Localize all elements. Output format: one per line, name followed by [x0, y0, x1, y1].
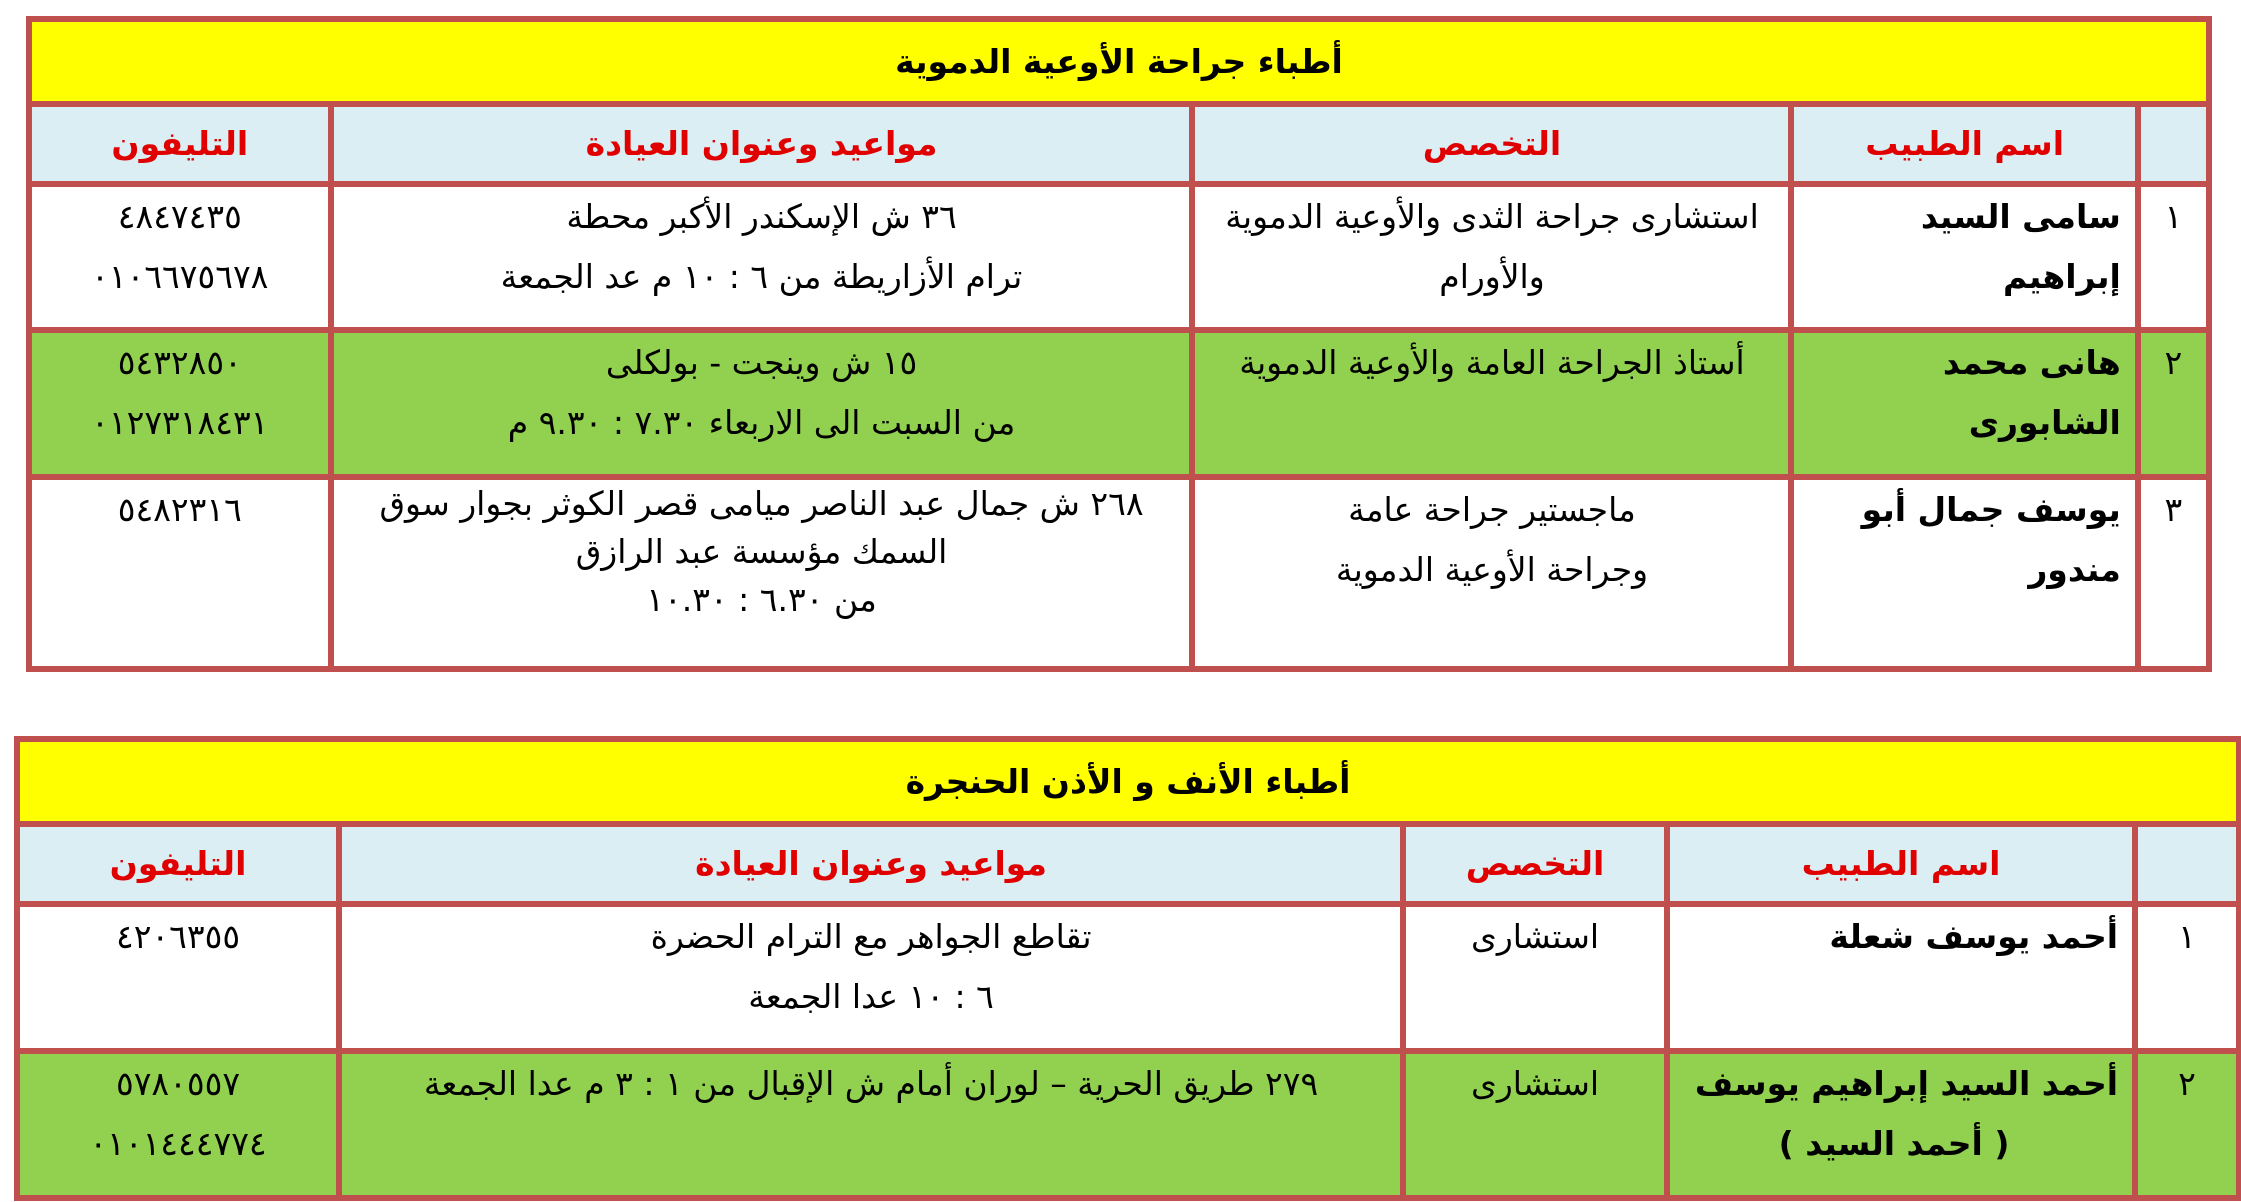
vascular-surgeons-table: [26, 16, 2212, 672]
doctor-name: [1670, 907, 2132, 1048]
specialty-line: والأورام: [1439, 256, 1545, 296]
schedule: [334, 333, 1190, 474]
doctor-name: يوسف جمال أبو مندور: [1794, 480, 2134, 666]
header-specialty: التخصص: [1195, 107, 1788, 181]
specialty-line: وجراحة الأوعية الدموية: [1335, 549, 1649, 589]
header-number: [2138, 827, 2236, 902]
table-row: [32, 333, 2206, 474]
phone: [32, 333, 328, 474]
row-number: ٣: [2141, 480, 2206, 666]
specialty-line: أستاذ الجراحة العامة والأوعية الدموية: [1239, 343, 1745, 383]
doctor-name-line: ( أحمد السيد ): [1778, 1124, 2010, 1164]
schedule-line: ٢٦٨ ش جمال عبد الناصر ميامى قصر الكوثر بجوار سوق: [379, 483, 1144, 523]
row-number: ٢: [2138, 1054, 2236, 1195]
phone: [20, 907, 336, 1048]
row-number: ٢: [2141, 333, 2206, 474]
header-schedule: مواعيد وعنوان العيادة: [334, 107, 1190, 181]
schedule-line: ٢٧٩ طريق الحرية – لوران أمام ش الإقبال من ١ : ٣ م عدا الجمعة: [423, 1064, 1319, 1104]
header-phone: التليفون: [32, 107, 328, 181]
schedule-line: السمك مؤسسة عبد الرازق: [575, 531, 948, 571]
table-row: [20, 907, 2236, 1048]
schedule-line: ٣٦ ش الإسكندر الأكبر محطة: [566, 196, 957, 236]
table-row: [20, 1054, 2236, 1195]
phone-line: ٤٢٠٦٣٥٥: [115, 917, 241, 957]
schedule-line: من السبت الى الاربعاء ٧.٣٠ : ٩.٣٠ م: [507, 403, 1016, 443]
phone-line: ٠١٢٧٣١٨٤٣١: [91, 403, 269, 443]
table-row: [32, 480, 2206, 666]
phone-line: ٠١٠٦٦٧٥٦٧٨: [91, 256, 269, 296]
phone: [32, 480, 328, 666]
specialty: [1195, 187, 1788, 328]
schedule: [334, 187, 1190, 328]
phone: [32, 187, 328, 328]
specialty: [1195, 480, 1788, 666]
row-number: ١: [2138, 907, 2236, 1048]
doctor-name: هانى محمد الشابورى: [1794, 333, 2134, 474]
schedule-line: ترام الأزاريطة من ٦ : ١٠ م عد الجمعة: [500, 256, 1023, 296]
header-phone: التليفون: [20, 827, 336, 902]
schedule: [334, 480, 1190, 666]
specialty: [1195, 333, 1788, 474]
phone: [20, 1054, 336, 1195]
schedule-line: تقاطع الجواهر مع الترام الحضرة: [650, 917, 1092, 957]
schedule-line: ٦ : ١٠ عدا الجمعة: [748, 977, 994, 1017]
header-doctor-name: اسم الطبيب: [1794, 107, 2134, 181]
header-doctor-name: اسم الطبيب: [1670, 827, 2132, 902]
table-row: [32, 187, 2206, 328]
header-specialty: التخصص: [1406, 827, 1664, 902]
table-title: أطباء الأنف و الأذن الحنجرة: [20, 742, 2236, 821]
specialty: استشارى: [1406, 907, 1664, 1048]
header-schedule: مواعيد وعنوان العيادة: [342, 827, 1400, 902]
table-title: أطباء جراحة الأوعية الدموية: [32, 22, 2206, 101]
ent-doctors-table: [14, 736, 2241, 1201]
phone-line: ٤٨٤٧٤٣٥: [117, 196, 242, 236]
phone-line: ٥٤٣٢٨٥٠: [117, 343, 242, 383]
phone-line: ٥٧٨٠٥٥٧: [115, 1064, 241, 1104]
doctor-name-line: أحمد يوسف شعلة: [1829, 917, 2119, 957]
doctor-name-line: أحمد السيد إبراهيم يوسف: [1694, 1064, 2119, 1104]
schedule: [342, 907, 1400, 1048]
doctor-name: سامى السيد إبراهيم: [1794, 187, 2134, 328]
doctor-name: [1670, 1054, 2132, 1195]
phone-line: ٠١٠١٤٤٤٧٧٤: [89, 1124, 267, 1164]
specialty-line: استشارى جراحة الثدى والأوعية الدموية: [1225, 196, 1759, 236]
schedule: [342, 1054, 1400, 1195]
row-number: ١: [2141, 187, 2206, 328]
specialty-line: ماجستير جراحة عامة: [1348, 489, 1636, 529]
phone-line: ٥٤٨٢٣١٦: [117, 489, 242, 529]
specialty: استشارى: [1406, 1054, 1664, 1195]
header-number: [2141, 107, 2206, 181]
schedule-line: من ٦.٣٠ : ١٠.٣٠: [646, 579, 877, 619]
schedule-line: ١٥ ش وينجت - بولكلى: [605, 343, 918, 383]
